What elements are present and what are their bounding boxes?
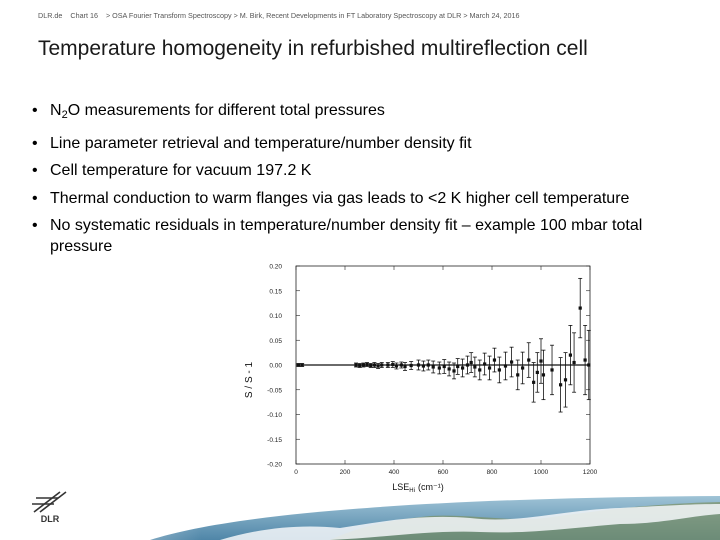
data-point [498,368,501,371]
data-point [456,365,459,368]
data-point [403,365,406,368]
x-tick-label: 200 [339,469,351,476]
slide-title: Temperature homogeneity in refurbished multireflection cell [38,37,588,60]
data-point [539,359,542,362]
slide-header [38,11,525,20]
y-tick-label: -0.05 [267,387,282,395]
breadcrumb: > OSA Fourier Transform Spectroscopy > M. Birk, Recent Developments in FT Laboratory Spectroscopy at DLR > March 24, 2016 [105,11,520,20]
data-point [584,358,587,361]
bullet-item: • Thermal conduction to warm flanges via gas leads to <2 K higher cell temperature [30,188,690,209]
data-point [542,373,545,376]
bullet-subscript: 2 [61,109,68,121]
bullet-list [30,100,690,264]
bullet-item: • Line parameter retrieval and temperature/number density fit [30,133,690,154]
y-tick-label: -0.20 [267,461,282,469]
data-point [478,368,481,371]
data-point [532,381,535,384]
data-point [369,364,372,367]
bullet-text-post: O measurements for different total pressures [67,102,385,119]
x-tick-label: 400 [388,469,400,476]
x-axis-label-sub: Hi [409,488,415,494]
y-tick-label: 0.00 [269,362,282,370]
y-tick-label: 0.05 [269,337,282,345]
residual-chart [240,258,620,496]
data-point [432,365,435,368]
data-point [569,354,572,357]
y-tick-label: 0.15 [269,288,282,296]
data-point [493,358,496,361]
x-axis-label-unit: (cm⁻¹) [417,482,444,492]
y-tick-label: -0.15 [267,436,282,444]
data-point [559,383,562,386]
data-point [550,368,553,371]
data-point [466,363,469,366]
x-tick-label: 0 [294,469,298,476]
data-point [427,363,430,366]
data-point [443,365,446,368]
data-point [579,306,582,309]
data-point [510,360,513,363]
bullet-item: • Cell temperature for vacuum 197.2 K [30,160,690,181]
chart-background [240,258,620,496]
data-point [297,363,300,366]
data-point [504,364,507,367]
data-point [516,373,519,376]
x-tick-label: 800 [486,469,498,476]
data-point [365,363,368,366]
data-point [564,378,567,381]
y-tick-label: 0.20 [269,263,282,271]
data-point [386,363,389,366]
data-point [461,366,464,369]
bullet-item: • No systematic residuals in temperature/number density fit – example 100 mbar total pressure [30,215,690,257]
data-point [395,364,398,367]
earth-fade [0,494,720,540]
slide-number: Chart 16 [70,11,98,20]
data-point [422,364,425,367]
y-tick-label: -0.10 [267,412,282,419]
earth-footer-image [0,494,720,540]
data-point [470,361,473,364]
data-point [448,367,451,370]
y-tick-label: 0.10 [269,313,282,320]
data-point [380,363,383,366]
x-tick-label: 1000 [533,469,549,476]
x-tick-label: 1200 [582,469,598,476]
data-point [521,366,524,369]
data-point [438,366,441,369]
data-point [483,362,486,365]
data-point [417,363,420,366]
dlr-logo-icon [26,486,74,526]
bullet-item [30,100,690,126]
data-point [301,363,304,366]
y-axis-label [244,362,255,399]
data-point [354,363,357,366]
data-point [473,365,476,368]
data-point [410,364,413,367]
data-point [572,361,575,364]
data-point [536,371,539,374]
site-label: DLR.de [38,11,63,20]
data-point [587,363,590,366]
data-point [488,366,491,369]
data-point [452,369,455,372]
data-point [376,364,379,367]
data-point [373,363,376,366]
bullet-text-pre: N [50,102,62,119]
data-point [527,358,530,361]
y-axis-label-text: S / S - 1 [244,361,255,399]
x-axis-label-main: LSE [392,482,410,492]
x-tick-label: 600 [437,469,449,476]
logo-text: DLR [40,514,60,524]
data-point [391,363,394,366]
data-point [400,363,403,366]
data-point [362,363,365,366]
data-point [358,364,361,367]
